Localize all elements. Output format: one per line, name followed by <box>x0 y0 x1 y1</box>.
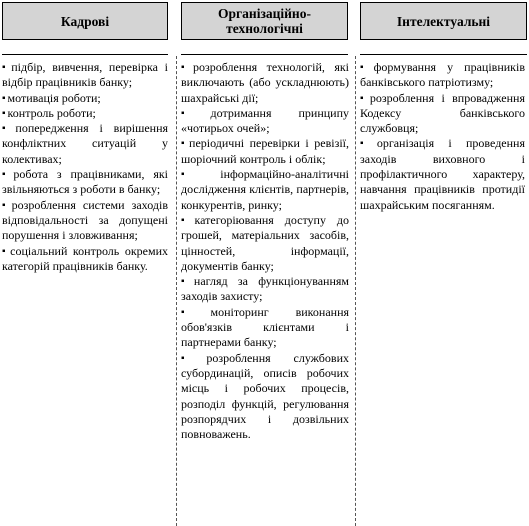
list-item-text: розроблення системи заходів відповідальності за допущені порушення і зловживання; <box>2 197 168 243</box>
bullet-icon: ▪ <box>2 62 10 73</box>
bullet-icon: ▪ <box>2 199 10 211</box>
header-organizational-technological <box>181 2 348 40</box>
header-personnel <box>2 2 168 40</box>
separator-1 <box>176 56 177 526</box>
bullet-icon: ▪ <box>181 62 191 73</box>
list-item-text: розроблення службових субординацій, описів робочих місць і робочих процесів, розподіл функцій, регулювання розпорядчих і дозвільних повноважень. <box>181 350 349 442</box>
list-item <box>181 305 349 351</box>
column-organizational-list <box>181 60 349 442</box>
list-item-text: розроблення технологій, які виключають (або ускладнюють) шахрайські дії; <box>181 60 350 105</box>
column-personnel-list <box>2 60 168 274</box>
list-item-text: інформаційно-аналітичні дослідження клієнтів, партнерів, конкурентів, ринку; <box>181 167 349 212</box>
list-item-text: соціальний контроль окремих категорій працівників банку. <box>2 243 169 273</box>
column-intellectual-list <box>360 60 525 213</box>
list-item <box>181 136 349 167</box>
list-item-text: нагляд за функціонуванням заходів захисту; <box>181 274 350 304</box>
list-item-text: попередження і вирішення конфліктних ситуацій у колективах; <box>2 121 169 166</box>
column-1-top-rule <box>2 54 168 55</box>
bullet-icon: ▪ <box>181 169 219 181</box>
bullet-icon: ▪ <box>181 107 209 119</box>
list-item <box>181 60 349 106</box>
list-item <box>2 60 168 91</box>
list-item <box>181 167 349 213</box>
list-item-text: дотримання принципу «чотирьох очей»; <box>181 105 349 136</box>
separator-2 <box>355 56 356 526</box>
list-item <box>2 167 168 198</box>
list-item <box>2 106 168 121</box>
list-item <box>360 136 525 212</box>
bullet-icon: ▪ <box>181 138 188 150</box>
column-2-top-rule <box>181 54 348 55</box>
header-intellectual <box>360 2 527 40</box>
bullet-icon: ▪ <box>2 123 14 135</box>
column-3-top-rule <box>360 54 527 55</box>
bullet-icon: ▪ <box>181 276 192 288</box>
list-item <box>181 106 349 137</box>
list-item-text: періодичні перевірки і ревізії, шоріочний контроль і облік; <box>181 136 349 166</box>
list-item <box>181 213 349 274</box>
list-item <box>2 244 168 275</box>
header-intellectual-label: Інтелектуальні <box>396 13 491 29</box>
list-item-text: категорiювання доступу до грошей, матеріальних засобів, цінностей, інформації, документів банку; <box>181 212 349 273</box>
list-item <box>181 351 349 443</box>
bullet-icon: ▪ <box>360 138 375 150</box>
list-item-text: формування у працівників банківського патріотизму; <box>360 60 525 90</box>
list-item <box>2 91 168 106</box>
header-organizational-line-2: технологічні <box>226 21 303 36</box>
list-item-text: розроблення і впровадження Кодексу банківського службовця; <box>360 90 525 136</box>
bullet-icon: ▪ <box>360 62 372 73</box>
list-item-text: мотивація роботи; <box>7 90 101 105</box>
bullet-icon: ▪ <box>2 107 6 119</box>
list-item-text: підбір, вивчення, перевірка і відбір працівників банку; <box>2 60 168 90</box>
header-organizational-line-1: Організаційно- <box>218 6 311 21</box>
list-item <box>360 60 525 91</box>
list-item-text: організація і проведення заходів виховного і профілактичного характеру, навчання працівників протидії шахрайським посяганням. <box>360 136 525 212</box>
bullet-icon: ▪ <box>2 169 12 181</box>
list-item <box>181 274 349 305</box>
header-personnel-label: Кадрові <box>60 13 110 29</box>
bullet-icon: ▪ <box>181 214 193 226</box>
bullet-icon: ▪ <box>360 92 368 104</box>
bullet-icon: ▪ <box>181 306 209 318</box>
bullet-icon: ▪ <box>181 352 205 364</box>
list-item-text: контроль роботи; <box>7 105 96 120</box>
bullet-icon: ▪ <box>2 245 9 257</box>
list-item-text: моніторинг виконання обов'язків клієнтами і партнерами банку; <box>181 304 350 350</box>
list-item <box>2 121 168 167</box>
list-item <box>2 198 168 244</box>
bullet-icon: ▪ <box>2 92 6 104</box>
list-item <box>360 91 525 137</box>
list-item-text: робота з працівниками, які звільняються з роботи в банку; <box>2 167 169 197</box>
